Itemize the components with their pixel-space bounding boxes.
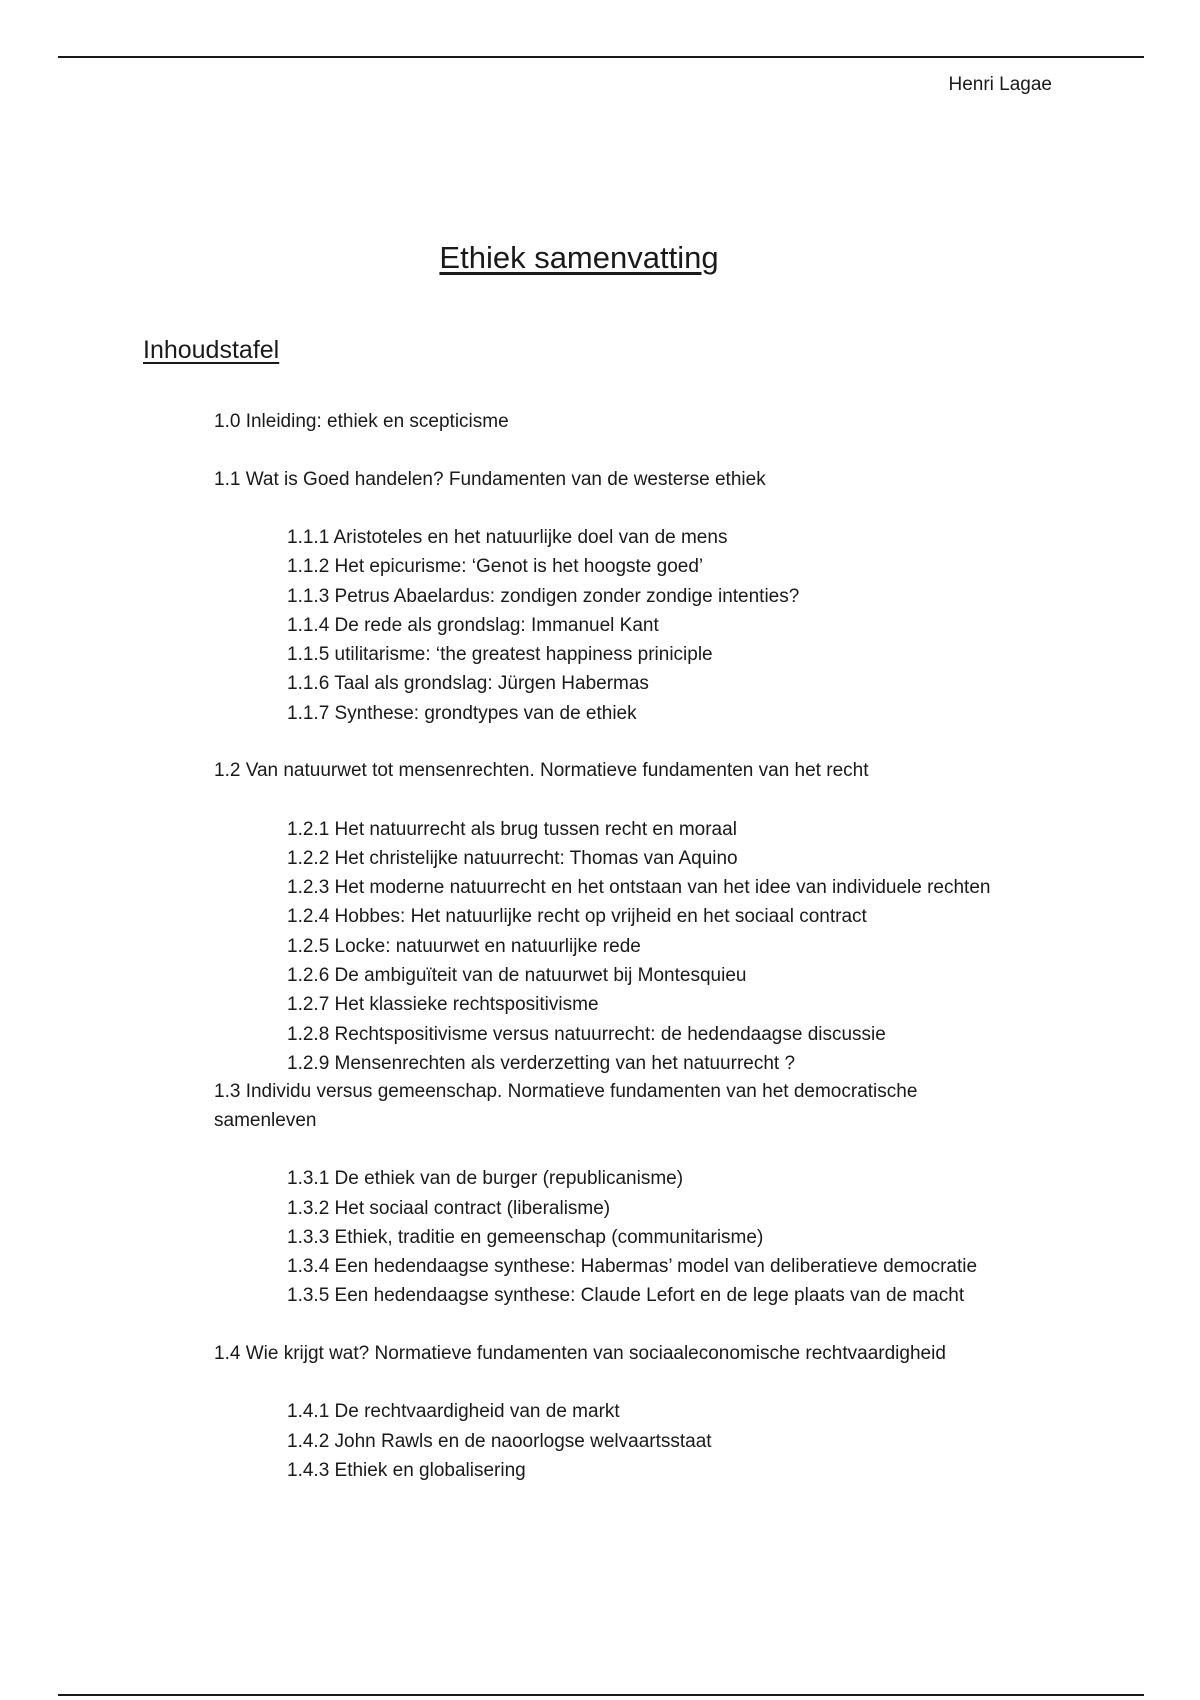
toc-subsection: 1.2.4 Hobbes: Het natuurlijke recht op vrijheid en het sociaal contract [287,906,867,928]
toc-subsection: 1.2.9 Mensenrechten als verderzetting van het natuurrecht ? [287,1052,796,1074]
toc-subsection: 1.1.6 Taal als grondslag: Jürgen Habermas [287,673,649,695]
toc-subsection: 1.1.2 Het epicurisme: ‘Genot is het hoogste goed’ [287,556,704,578]
toc-section: 1.3 Individu versus gemeenschap. Normatieve fundamenten van het democratische samenleven [214,1081,918,1131]
toc-subsection: 1.2.5 Locke: natuurwet en natuurlijke rede [287,935,641,957]
header-rule [58,56,1144,58]
toc-subsection: 1.2.1 Het natuurrecht als brug tussen recht en moraal [287,818,737,840]
toc-sublist [0,1397,1200,1485]
toc-subsection: 1.2.2 Het christelijke natuurrecht: Thomas van Aquino [287,847,738,869]
toc-section: 1.0 Inleiding: ethiek en scepticisme [214,411,509,432]
toc-subsection: 1.1.5 utilitarisme: ‘the greatest happiness priniciple [287,644,713,666]
toc-subsection: 1.4.2 John Rawls en de naoorlogse welvaartsstaat [287,1430,712,1452]
toc-subsection: 1.1.7 Synthese: grondtypes van de ethiek [287,702,637,724]
toc-subsection: 1.4.1 De rechtvaardigheid van de markt [287,1401,620,1423]
toc-sublist [0,815,1200,1079]
toc-heading: Inhoudstafel [143,336,280,364]
toc-subsection: 1.2.7 Het klassieke rechtspositivisme [287,994,599,1016]
toc-subsection: 1.1.4 De rede als grondslag: Immanuel Kant [287,614,659,636]
table-of-contents [0,408,1200,1514]
toc-subsection: 1.2.3 Het moderne natuurrecht en het ontstaan van het idee van individuele rechten [287,877,991,899]
toc-subsection: 1.1.1 Aristoteles en het natuurlijke doel van de mens [287,527,728,548]
toc-section: 1.1 Wat is Goed handelen? Fundamenten van de westerse ethiek [214,468,766,490]
toc-subsection: 1.2.6 De ambiguïteit van de natuurwet bij Montesquieu [287,965,747,987]
toc-subsection: 1.3.3 Ethiek, traditie en gemeenschap (communitarisme) [287,1226,764,1248]
footer-rule [58,1694,1144,1696]
toc-subsection: 1.3.1 De ethiek van de burger (republicanisme) [287,1168,684,1190]
author-name: Henri Lagae [948,74,1052,95]
toc-subsection: 1.2.8 Rechtspositivisme versus natuurrecht: de hedendaagse discussie [287,1023,886,1045]
toc-subsection: 1.3.4 Een hedendaagse synthese: Habermas’ model van deliberatieve democratie [287,1256,978,1278]
toc-subsection: 1.3.5 Een hedendaagse synthese: Claude Lefort en de lege plaats van de macht [287,1285,965,1307]
toc-subsection: 1.3.2 Het sociaal contract (liberalisme) [287,1197,611,1219]
toc-section: 1.4 Wie krijgt wat? Normatieve fundamenten van sociaaleconomische rechtvaardigheid [214,1342,946,1364]
toc-sublist [0,1164,1200,1310]
toc-subsection: 1.4.3 Ethiek en globalisering [287,1459,526,1481]
toc-sublist [0,523,1200,728]
toc-section: 1.2 Van natuurwet tot mensenrechten. Normatieve fundamenten van het recht [214,760,869,782]
document-title: Ethiek samenvatting [439,240,719,275]
toc-subsection: 1.1.3 Petrus Abaelardus: zondigen zonder zondige intenties? [287,585,800,607]
